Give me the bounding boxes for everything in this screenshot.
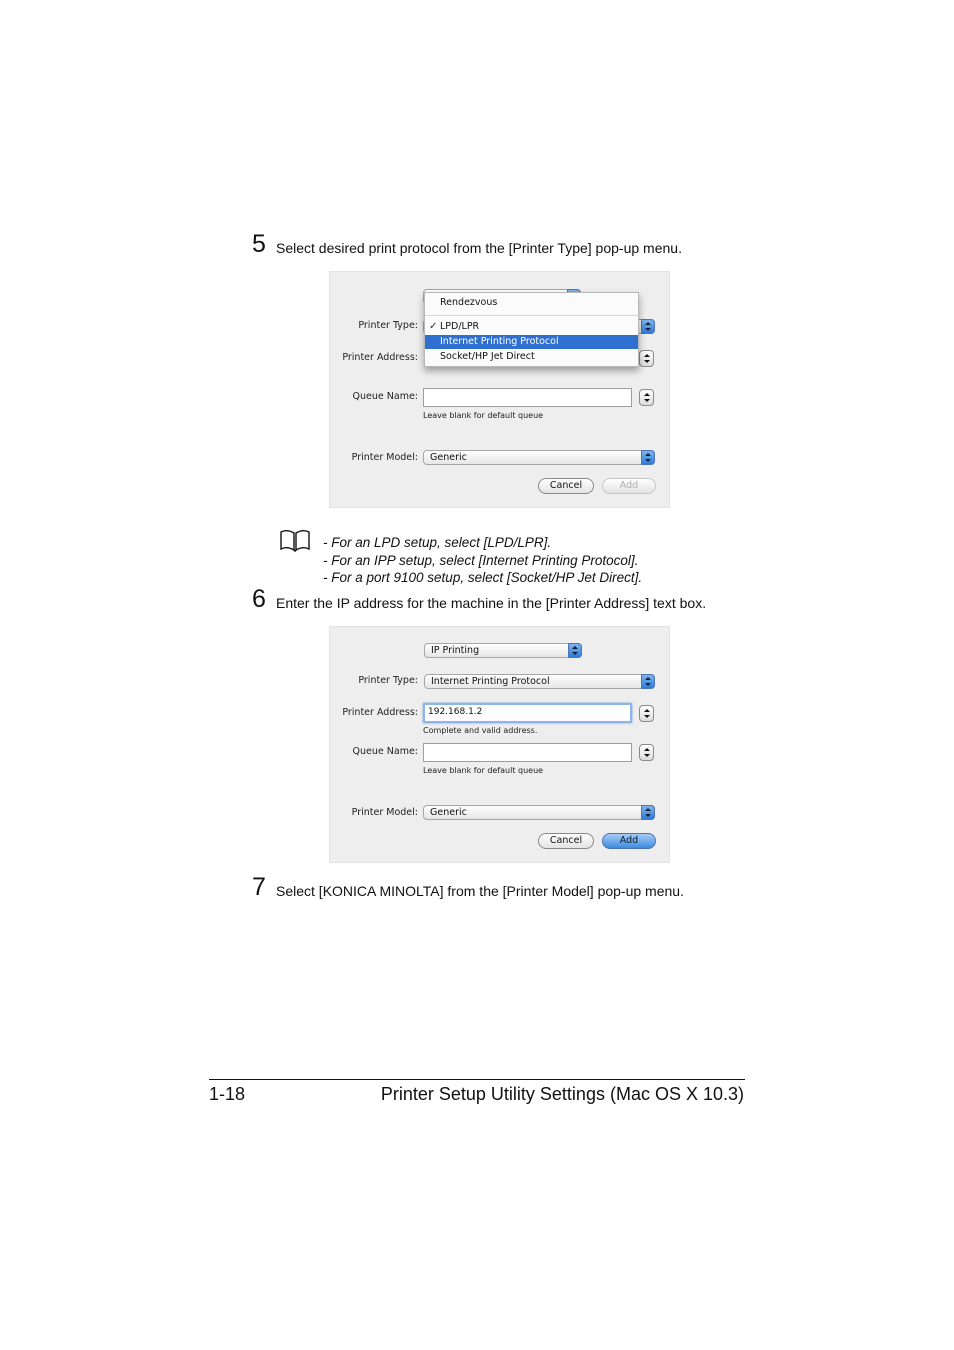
printer-setup-dialog-2 bbox=[329, 626, 670, 863]
queue-hint: Leave blank for default queue bbox=[423, 411, 544, 420]
note-lpd: - For an LPD setup, select [LPD/LPR]. bbox=[323, 535, 552, 550]
address-hint: Complete and valid address. bbox=[423, 726, 538, 735]
note-ipp: - For an IPP setup, select [Internet Printing Protocol]. bbox=[323, 552, 639, 568]
menu-item-internet-printing-protocol[interactable]: Internet Printing Protocol bbox=[425, 335, 638, 349]
queue-name-field[interactable] bbox=[423, 743, 632, 762]
printer-model-label: Printer Model: bbox=[351, 807, 418, 818]
menu-item-socket-hp-jet-direct[interactable]: Socket/HP Jet Direct bbox=[440, 351, 535, 362]
step-7-text: Select [KONICA MINOLTA] from the [Printer Model] pop-up menu. bbox=[276, 883, 684, 899]
cancel-button[interactable]: Cancel bbox=[538, 478, 594, 494]
step-7-number: 7 bbox=[252, 873, 266, 901]
step-5-number: 5 bbox=[252, 230, 266, 258]
footer-rule bbox=[209, 1079, 745, 1080]
printer-type-value: Internet Printing Protocol bbox=[431, 676, 550, 687]
address-stepper-icon[interactable] bbox=[639, 705, 654, 722]
queue-name-field[interactable] bbox=[423, 388, 632, 407]
printer-setup-dialog-1 bbox=[329, 271, 670, 508]
printer-type-label: Printer Type: bbox=[358, 320, 418, 331]
printer-type-menu bbox=[424, 292, 639, 367]
footer-title: Printer Setup Utility Settings (Mac OS X 10.3) bbox=[380, 1084, 744, 1104]
checkmark-icon: ✓ bbox=[429, 321, 438, 332]
popup-arrows-icon bbox=[641, 674, 655, 689]
menu-item-label: LPD/LPR bbox=[440, 321, 480, 332]
step-5-text: Select desired print protocol from the [Printer Type] pop-up menu. bbox=[276, 240, 682, 256]
printer-address-field[interactable]: 192.168.1.2 bbox=[423, 703, 632, 723]
printer-address-label: Printer Address: bbox=[342, 352, 418, 363]
step-6-text: Enter the IP address for the machine in the [Printer Address] text box. bbox=[276, 595, 707, 611]
popup-arrows-icon bbox=[641, 450, 655, 465]
connection-popup[interactable] bbox=[424, 643, 582, 658]
printer-model-popup[interactable] bbox=[423, 450, 655, 465]
printer-model-label: Printer Model: bbox=[351, 452, 418, 463]
popup-arrows-icon bbox=[568, 643, 582, 658]
queue-name-label: Queue Name: bbox=[352, 391, 418, 402]
queue-stepper-icon[interactable] bbox=[639, 744, 654, 761]
queue-hint: Leave blank for default queue bbox=[423, 766, 544, 775]
printer-address-label: Printer Address: bbox=[342, 707, 418, 718]
address-stepper-icon[interactable] bbox=[639, 350, 654, 367]
menu-separator bbox=[425, 315, 638, 316]
connection-value: IP Printing bbox=[431, 645, 480, 656]
printer-model-value: Generic bbox=[430, 452, 467, 463]
popup-arrows-icon bbox=[641, 805, 655, 820]
menu-item-rendezvous[interactable]: Rendezvous bbox=[440, 297, 498, 308]
queue-stepper-icon[interactable] bbox=[639, 389, 654, 406]
menu-item-lpd-lpr[interactable] bbox=[425, 320, 638, 334]
printer-model-popup[interactable] bbox=[423, 805, 655, 820]
page-number: 1-18 bbox=[209, 1084, 246, 1104]
note-book-icon bbox=[279, 529, 311, 553]
printer-model-value: Generic bbox=[430, 807, 467, 818]
printer-type-popup[interactable] bbox=[424, 674, 655, 689]
add-button[interactable]: Add bbox=[602, 478, 656, 494]
note-port-9100: - For a port 9100 setup, select [Socket/HP Jet Direct]. bbox=[323, 570, 643, 586]
queue-name-label: Queue Name: bbox=[352, 746, 418, 757]
popup-arrows-icon bbox=[641, 319, 655, 334]
printer-type-label: Printer Type: bbox=[358, 675, 418, 686]
add-button[interactable]: Add bbox=[602, 833, 656, 849]
cancel-button[interactable]: Cancel bbox=[538, 833, 594, 849]
step-6-number: 6 bbox=[252, 585, 266, 613]
